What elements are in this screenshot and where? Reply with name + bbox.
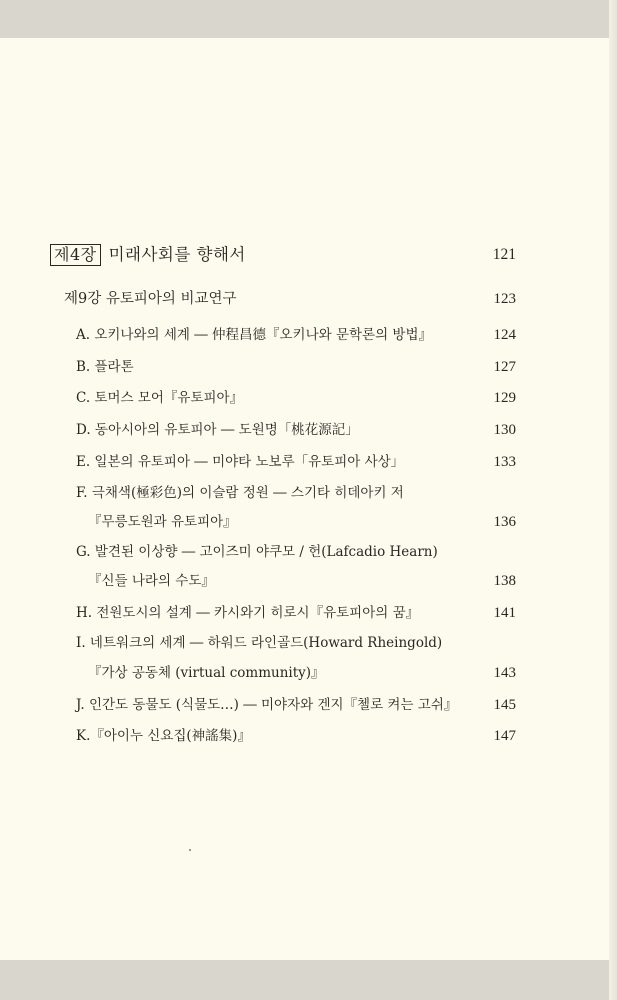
paper-speck — [189, 849, 191, 851]
toc-entry-title: E. 일본의 유토피아 ― 미야타 노보루「유토피아 사상」 — [76, 454, 405, 470]
toc-entry-g — [0, 539, 617, 565]
toc-entry-title: G. 발견된 이상향 ― 고이즈미 야쿠모 / 헌(Lafcadio Hearn) — [76, 544, 438, 560]
toc-entry-title: H. 전원도시의 설계 ― 카시와기 히로시『유토피아의 꿈』 — [76, 605, 420, 621]
toc-entry-g-cont — [0, 568, 617, 594]
toc-entry-e — [0, 449, 617, 475]
toc-entry-title: K.『아이누 신요집(神謠集)』 — [76, 728, 251, 744]
toc-entry-subtitle: 『가상 공동체 (virtual community)』 — [88, 665, 325, 681]
lecture-title: 제9강 유토피아의 비교연구 — [64, 291, 237, 307]
toc-entry-page: 127 — [493, 359, 516, 375]
chapter-badge: 제4장 — [50, 244, 101, 266]
toc-entry-title: J. 인간도 동물도 (식물도…) ― 미야자와 겐지『첼로 켜는 고쉬』 — [76, 697, 458, 713]
toc-entry-h — [0, 600, 617, 626]
toc-entry-title: F. 극채색(極彩色)의 이슬람 정원 ― 스기타 히데아키 저 — [76, 485, 404, 501]
toc-entry-f — [0, 480, 617, 506]
toc-entry-page: 145 — [493, 697, 516, 713]
toc-entry-title: I. 네트워크의 세계 ― 하워드 라인골드(Howard Rheingold) — [76, 635, 443, 651]
toc-entry-page: 136 — [493, 514, 516, 530]
toc-entry-a — [0, 322, 617, 348]
toc-entry-title: A. 오키나와의 세계 ― 仲程昌德『오키나와 문학론의 방법』 — [76, 327, 432, 343]
chapter-title: 미래사회를 향해서 — [108, 245, 246, 264]
toc-entry-title: C. 토머스 모어『유토피아』 — [76, 390, 244, 406]
toc-entry-page: 147 — [493, 728, 516, 744]
toc-entry-page: 138 — [493, 573, 516, 589]
chapter-heading — [0, 242, 617, 268]
toc-entry-c — [0, 385, 617, 411]
toc-entry-j — [0, 692, 617, 718]
lecture-heading — [0, 286, 617, 312]
toc-entry-b — [0, 354, 617, 380]
toc-entry-page: 129 — [493, 390, 516, 406]
toc-entry-subtitle: 『신들 나라의 수도』 — [88, 573, 215, 589]
toc-entry-d — [0, 417, 617, 443]
toc-entry-page: 130 — [493, 422, 516, 438]
toc-entry-f-cont — [0, 509, 617, 535]
chapter-page: 121 — [492, 246, 516, 263]
lecture-page: 123 — [493, 291, 516, 307]
toc-entry-subtitle: 『무릉도원과 유토피아』 — [88, 514, 237, 530]
toc-entry-page: 143 — [493, 665, 516, 681]
toc-entry-page: 133 — [493, 454, 516, 470]
toc-entry-page: 124 — [493, 327, 516, 343]
toc-entry-k — [0, 723, 617, 749]
toc-entry-page: 141 — [493, 605, 516, 621]
toc-entry-title: B. 플라톤 — [76, 359, 134, 375]
toc-entry-i-cont — [0, 660, 617, 686]
toc-entry-title: D. 동아시아의 유토피아 ― 도원명「桃花源記」 — [76, 422, 359, 438]
toc-entry-i — [0, 630, 617, 656]
